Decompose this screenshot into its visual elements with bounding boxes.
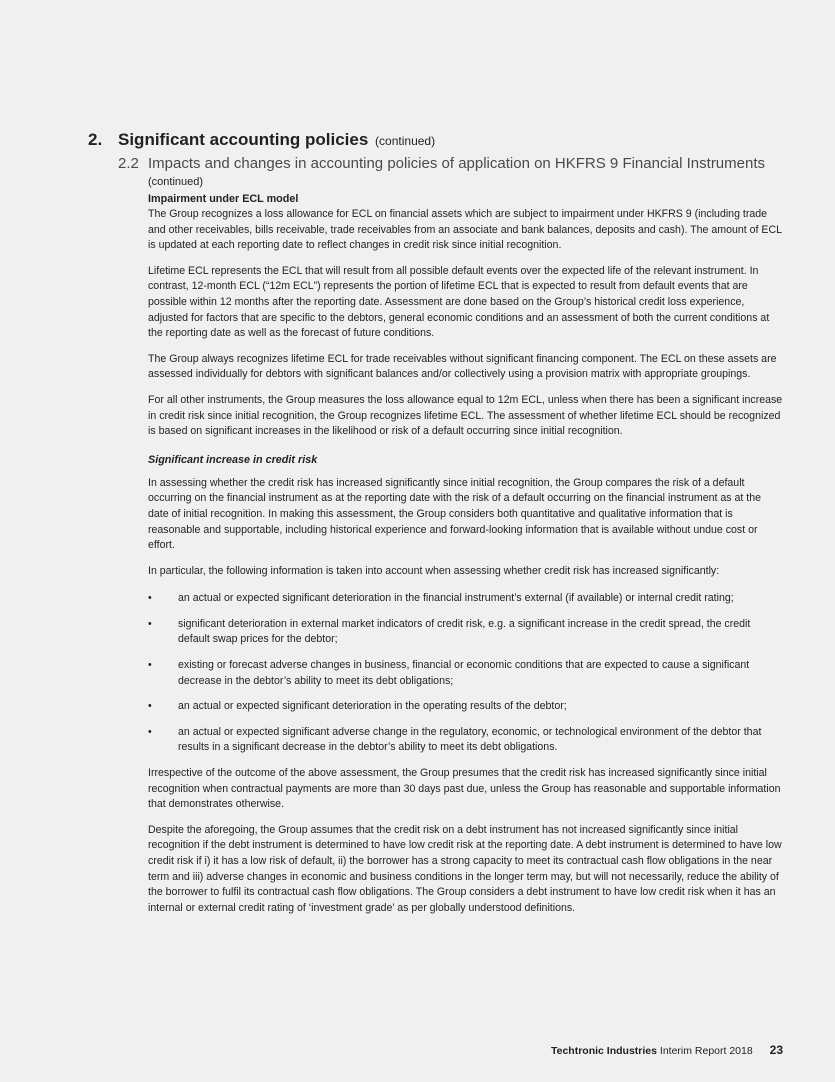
body-paragraph: The Group always recognizes lifetime ECL for trade receivables without significant financing component. The ECL on these assets are assessed individually for debtors with significant balances and/or collectively using a provision matrix with appropriate groupings. (148, 352, 777, 381)
footer-company: Techtronic Industries (550, 1045, 657, 1057)
list-item-text: an actual or expected significant adverse change in the regulatory, economic, or technological environment of the debtor that results in a significant decrease in the debtor’s ability to meet its debt obligations. (178, 725, 762, 754)
list-item-text: existing or forecast adverse changes in business, financial or economic conditions that are expected to cause a significant decrease in the debtor’s ability to meet its debt obligations; (178, 659, 750, 687)
bullet-icon: • (148, 617, 152, 630)
list-item (148, 591, 784, 607)
body-paragraph: Irrespective of the outcome of the above assessment, the Group presumes that the credit risk has increased significantly since initial recognition when contractual payments are more than 30 days past due, unless the Group has reasonable and supportable information that demonstrates otherwise. (148, 767, 781, 811)
list-item-text: an actual or expected significant deterioration in the financial instrument’s external (if available) or internal credit rating; (178, 592, 734, 605)
page-footer (551, 1042, 783, 1059)
subsection-title (118, 154, 765, 174)
section-title (88, 129, 435, 152)
footer-report-title: Interim Report 2018 (659, 1045, 753, 1057)
subsection-continued-label: (continued) (148, 176, 204, 188)
list-item-text: significant deterioration in external market indicators of credit risk, e.g. a significant increase in the credit spread, the credit default swap prices for the debtor; (178, 617, 751, 646)
section-number: 2. (88, 130, 103, 149)
body-paragraph: In particular, the following information is taken into account when assessing whether credit risk has increased significantly: (148, 564, 720, 577)
body-paragraph: In assessing whether the credit risk has increased significantly since initial recognition, the Group compares the risk of a default occurring on the financial instrument as at the reporting date with the risk of a default occurring on the financial instrument as at the date of initial recognition. In making this assessment, the Group considers both quantitative and qualitative information that is reasonable and supportable, including historical experience and forward-looking information that is available without undue cost or effort. (148, 476, 762, 552)
section-title-text: Significant accounting policies (118, 130, 369, 149)
credit-risk-indicators-list (148, 591, 784, 756)
bullet-icon: • (148, 700, 152, 713)
bullet-icon: • (148, 659, 152, 672)
section-continued-label: (continued) (375, 134, 436, 148)
body-paragraph: The Group recognizes a loss allowance for ECL on financial assets which are subject to impairment under HKFRS 9 (including trade and other receivables, bills receivable, trade receivables from an associate and bank balances, deposits and cash). The amount of ECL is updated at each reporting date to reflect changes in credit risk since initial recognition. (148, 208, 782, 252)
bullet-icon: • (148, 592, 152, 605)
list-item (148, 617, 784, 648)
document-body (148, 191, 784, 926)
credit-risk-subheading: Significant increase in credit risk (148, 453, 318, 466)
body-paragraph: Despite the aforegoing, the Group assumes that the credit risk on a debt instrument has not increased significantly since initial recognition if the debt instrument is determined to have low credit risk at the reporting date. A debt instrument is determined to have low credit risk if i) it has a low risk of default, ii) the borrower has a strong capacity to meet its contractual cash flow obligations in the near term and iii) adverse changes in economic and business conditions in the longer term may, but will not necessarily, reduce the ability of the borrower to fulfil its contractual cash flow obligations. The Group considers a debt instrument to have low credit risk when it has an internal or external credit rating of ‘investment grade’ as per globally understood definitions. (148, 823, 782, 914)
body-paragraph: Lifetime ECL represents the ECL that will result from all possible default events over the expected life of the relevant instrument. In contrast, 12-month ECL (“12m ECL”) represents the portion of lifetime ECL that is expected to result from default events that are possible within 12 months after the reporting date. Assessment are done based on the Group’s historical credit loss experience, adjusted for factors that are specific to the debtors, general economic conditions and an assessment of both the current conditions at the reporting date as well as the forecast of future conditions. (148, 264, 770, 340)
subsection-number: 2.2 (118, 155, 139, 172)
impairment-heading: Impairment under ECL model (148, 193, 299, 205)
list-item (148, 725, 784, 756)
list-item-text: an actual or expected significant deterioration in the operating results of the debtor; (178, 700, 567, 713)
bullet-icon: • (148, 725, 152, 738)
list-item (148, 658, 784, 689)
page-number: 23 (769, 1043, 783, 1057)
subsection-title-text: Impacts and changes in accounting policies of application on HKFRS 9 Financial Instruments (148, 155, 765, 172)
body-paragraph: For all other instruments, the Group measures the loss allowance equal to 12m ECL, unless when there has been a significant increase in credit risk since initial recognition, the Group recognizes lifetime ECL. The assessment of whether lifetime ECL should be recognized is based on significant increases in the likelihood or risk of a default occurring since initial recognition. (148, 393, 783, 438)
list-item (148, 699, 784, 715)
